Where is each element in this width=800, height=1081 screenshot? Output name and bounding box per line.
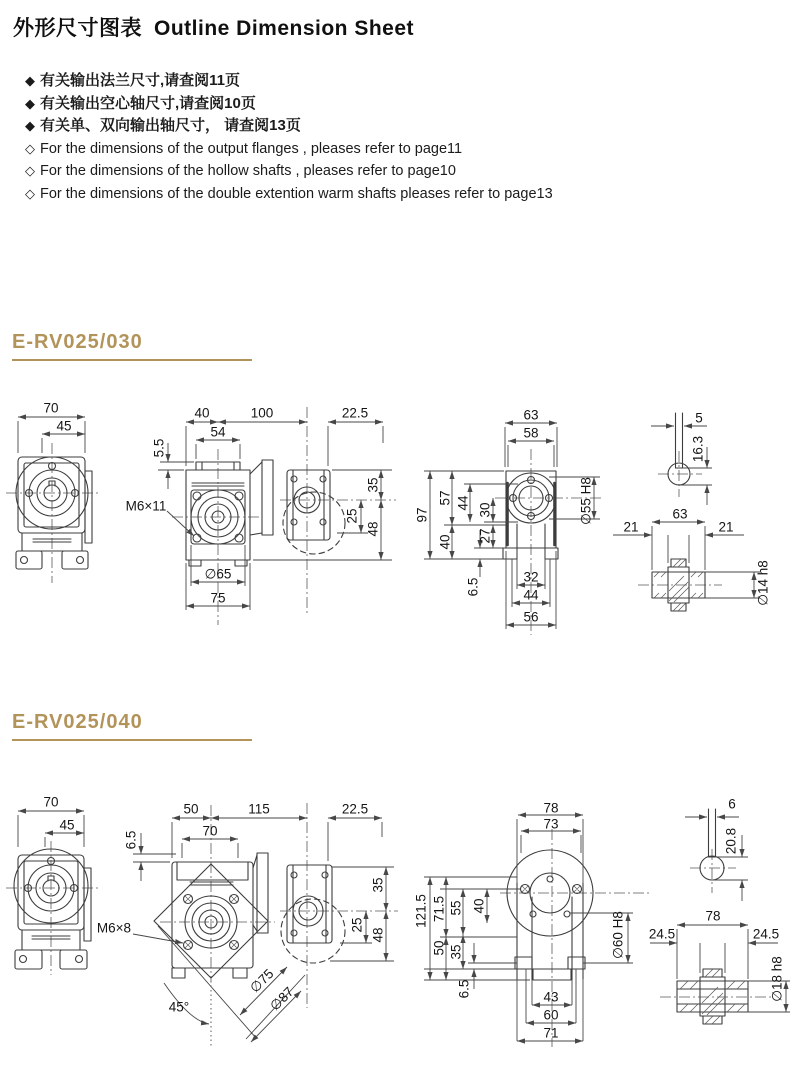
dim-rear-b-inner: 43 xyxy=(543,989,559,1005)
dim-rear-w-outer: 78 xyxy=(543,800,559,816)
dim-shaft-key-height: 20.8 xyxy=(723,827,739,855)
note-text: 有关输出法兰尺寸,请查阅11页 xyxy=(40,72,241,89)
bullet-diamond-outline-icon: ◇ xyxy=(25,140,35,156)
dim-front-width: 70 xyxy=(43,794,59,810)
dim-side-h-mid: 25 xyxy=(349,917,365,933)
note-text: 有关单、双向输出轴尺寸， 请查阅13页 xyxy=(40,117,301,135)
dim-rear-h-f: 6.5 xyxy=(456,979,472,999)
dim-rear-bore: ∅55 H8 xyxy=(578,477,594,525)
dim-side-offset: 5.5 xyxy=(151,438,167,458)
dim-front-width: 70 xyxy=(43,400,59,416)
note-line xyxy=(25,70,553,93)
dim-rear-bore: ∅60 H8 xyxy=(610,911,626,959)
dim-shaft-end-right: 21 xyxy=(718,519,734,535)
bullet-diamond-outline-icon: ◇ xyxy=(25,163,35,179)
drawing-row-rv025-040 xyxy=(0,783,800,1081)
rv025-030-line-art xyxy=(0,393,800,661)
dim-side-h-top: 35 xyxy=(365,477,381,493)
dim-rear-h-b: 55 xyxy=(448,900,464,916)
note-line xyxy=(25,160,553,183)
section-header-rv025-040: E-RV025/040 xyxy=(12,711,252,741)
bullet-diamond-outline-icon: ◇ xyxy=(25,185,35,201)
dim-side-from-face: 40 xyxy=(194,405,210,421)
dim-side-h-top: 35 xyxy=(370,877,386,893)
dim-rear-h-f: 6.5 xyxy=(465,577,481,597)
dim-side-h-bot: 48 xyxy=(370,927,386,943)
dim-side-input-end: 22.5 xyxy=(341,405,369,421)
dim-rear-w-inner: 58 xyxy=(523,425,539,441)
note-text: For the dimensions of the hollow shafts , pleases refer to page10 xyxy=(40,163,456,180)
dim-side-angle: 45° xyxy=(168,999,190,1015)
section-header-rv025-030: E-RV025/030 xyxy=(12,331,252,361)
dim-rear-w-inner: 73 xyxy=(543,816,559,832)
dim-rear-h-d: 50 xyxy=(431,940,447,956)
dim-rear-h-total: 97 xyxy=(414,507,430,523)
dim-side-flange-outer-dia: ∅87 xyxy=(267,984,297,1014)
dim-side-cover: 70 xyxy=(202,823,218,839)
dim-front-flange-width: 45 xyxy=(59,817,75,833)
dim-shaft-end-left: 24.5 xyxy=(648,926,676,942)
dim-rear-b-outer: 71 xyxy=(543,1025,559,1041)
dim-side-offset: 6.5 xyxy=(123,830,139,850)
drawing-row-rv025-030 xyxy=(0,393,800,661)
dim-rear-b-mid: 44 xyxy=(523,587,539,603)
tap-size-label: M6×8 xyxy=(96,920,132,936)
dim-rear-h-c: 30 xyxy=(477,502,493,518)
dim-side-to-input: 115 xyxy=(248,801,270,817)
dim-front-flange-width: 45 xyxy=(56,418,72,434)
dim-shaft-key-height: 16.3 xyxy=(690,435,706,463)
dim-side-h-bot: 48 xyxy=(365,521,381,537)
dim-rear-w-outer: 63 xyxy=(523,407,539,423)
bullet-diamond-filled-icon: ◆ xyxy=(25,73,35,88)
dim-rear-b-outer: 56 xyxy=(523,609,539,625)
notes-list xyxy=(25,70,553,206)
dim-side-to-input: 100 xyxy=(250,405,274,421)
dim-rear-h-b: 44 xyxy=(455,495,471,511)
note-line xyxy=(25,93,553,116)
dim-side-cover: 54 xyxy=(210,424,226,440)
dim-rear-h-c: 40 xyxy=(471,898,487,914)
dim-rear-b-mid: 60 xyxy=(543,1007,559,1023)
dim-shaft-end-left: 21 xyxy=(623,519,639,535)
page-title-english: Outline Dimension Sheet xyxy=(154,17,415,40)
dim-shaft-key-width: 6 xyxy=(728,796,736,812)
dim-side-h-mid: 25 xyxy=(344,508,360,524)
dim-shaft-dia: ∅18 h8 xyxy=(769,956,785,1002)
dim-side-flange-dia: ∅65 xyxy=(204,566,232,582)
dim-rear-h-total: 121.5 xyxy=(413,894,429,928)
tap-size-label: M6×11 xyxy=(125,498,167,514)
dim-shaft-key-width: 5 xyxy=(695,410,703,426)
bullet-diamond-filled-icon: ◆ xyxy=(25,95,35,111)
note-text: For the dimensions of the output flanges , pleases refer to page11 xyxy=(40,140,463,157)
note-line xyxy=(25,138,553,161)
page-title-chinese: 外形尺寸图表 xyxy=(13,17,142,40)
dim-rear-h-e: 35 xyxy=(448,944,464,960)
dim-shaft-length: 78 xyxy=(705,908,721,924)
dim-side-flange-dia: ∅75 xyxy=(247,966,277,996)
dim-shaft-length: 63 xyxy=(672,506,688,522)
dim-rear-h-d: 40 xyxy=(437,534,453,550)
dim-shaft-end-right: 24.5 xyxy=(752,926,780,942)
bullet-diamond-filled-icon: ◆ xyxy=(25,118,35,134)
dim-side-base: 75 xyxy=(210,590,226,606)
dim-rear-h-a: 71.5 xyxy=(431,895,447,923)
dim-rear-b-inner: 32 xyxy=(523,569,539,585)
note-text: For the dimensions of the double extention warm shafts pleases refer to page13 xyxy=(40,185,553,202)
note-text: 有关输出空心轴尺寸,请查阅10页 xyxy=(40,94,256,112)
dim-side-input-end: 22.5 xyxy=(341,801,369,817)
dim-side-from-face: 50 xyxy=(183,801,199,817)
note-line xyxy=(25,115,553,138)
dim-rear-h-e: 27 xyxy=(477,528,493,544)
dim-rear-h-a: 57 xyxy=(437,490,453,506)
page-title xyxy=(13,12,414,42)
note-line xyxy=(25,183,553,206)
dim-shaft-dia: ∅14 h8 xyxy=(755,560,771,606)
